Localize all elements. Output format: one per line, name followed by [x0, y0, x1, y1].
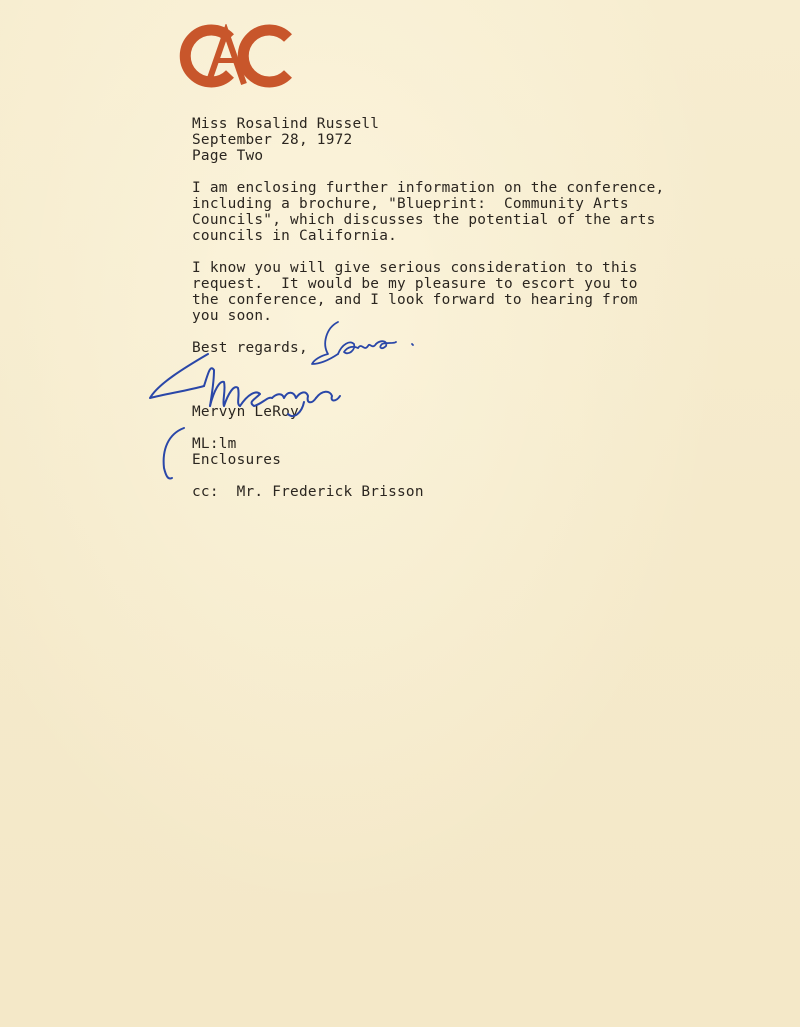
cc-line: cc: Mr. Frederick Brisson	[192, 484, 424, 500]
logo-a-crossbar	[216, 58, 238, 63]
recipient-line: Miss Rosalind Russell	[192, 116, 380, 132]
paragraph-1-line: I am enclosing further information on the conference,	[192, 180, 665, 196]
signer-name: Mervyn LeRoy	[192, 404, 299, 420]
paragraph-1-line: including a brochure, "Blueprint: Community Arts	[192, 196, 629, 212]
paragraph-1-line: councils in California.	[192, 228, 398, 244]
paragraph-1-line: Councils", which discusses the potential of the arts	[192, 212, 656, 228]
paragraph-2-line: request. It would be my pleasure to escort you to	[192, 276, 638, 292]
page-line: Page Two	[192, 148, 264, 164]
paragraph-2-line: you soon.	[192, 308, 273, 324]
paragraph-2-line: I know you will give serious consideration to this	[192, 260, 638, 276]
date-line: September 28, 1972	[192, 132, 353, 148]
reference-initials: ML:lm	[192, 436, 237, 452]
enclosures-line: Enclosures	[192, 452, 282, 468]
handwritten-signature	[144, 350, 344, 482]
paragraph-2-line: the conference, and I look forward to hearing from	[192, 292, 638, 308]
letterhead-logo	[178, 24, 296, 88]
logo-right-arc	[243, 30, 288, 82]
closing-line: Best regards,	[192, 340, 308, 356]
